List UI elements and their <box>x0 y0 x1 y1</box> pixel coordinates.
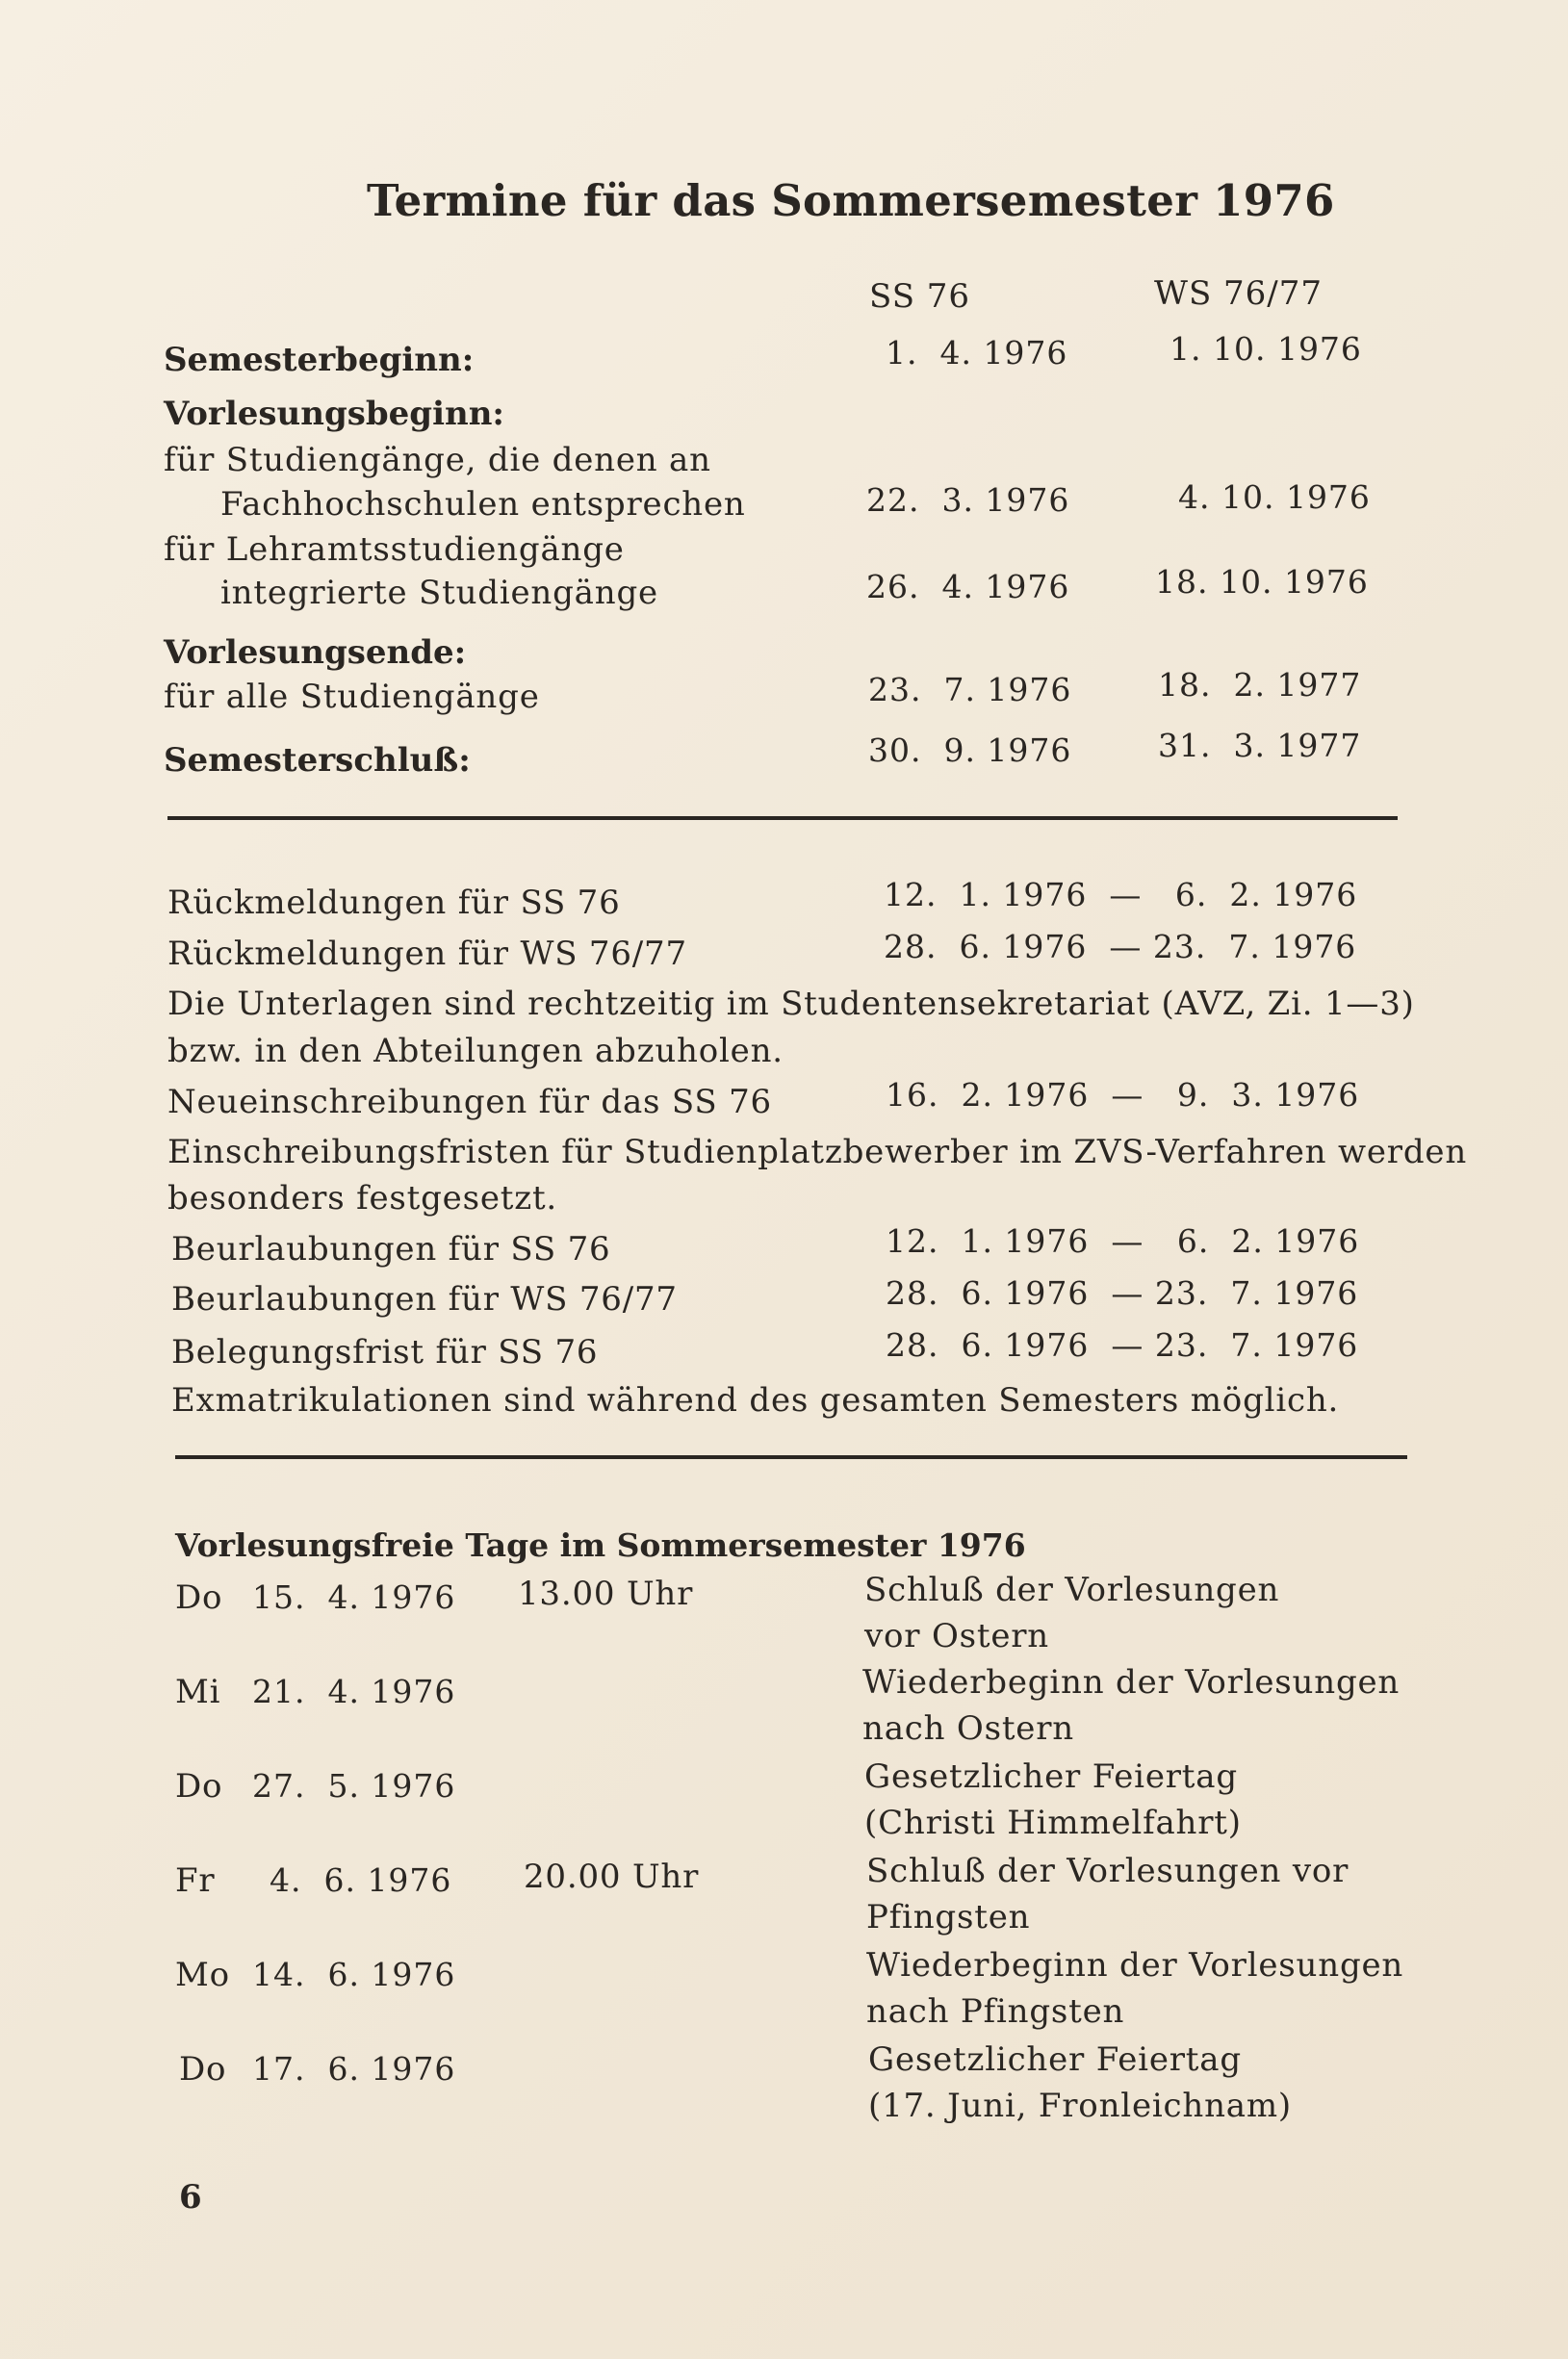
vorlesungsbeginn-row2-line1: für Lehramtsstudiengänge <box>164 530 625 569</box>
free-day-weekday: Do <box>179 2050 227 2089</box>
semesterbeginn-label: Semesterbeginn: <box>164 341 475 379</box>
rueckmeldung-ss-label: Rückmeldungen für SS 76 <box>167 884 621 922</box>
free-day-date: 27. 5. 1976 <box>252 1767 456 1805</box>
divider-2 <box>175 1455 1407 1459</box>
beurlaubung-ss-label: Beurlaubungen für SS 76 <box>171 1230 611 1269</box>
vorlesungsende-line: für alle Studiengänge <box>164 678 540 716</box>
free-day-date: 21. 4. 1976 <box>252 1673 456 1710</box>
zvs-line1: Einschreibungsfristen für Studienplatzbewerber im ZVS-Verfahren werden <box>167 1133 1468 1171</box>
free-day-desc-line1: Schluß der Vorlesungen <box>864 1571 1280 1609</box>
free-day-desc-line2: Pfingsten <box>866 1898 1031 1936</box>
free-day-date: 15. 4. 1976 <box>252 1578 456 1616</box>
vorlesungsbeginn-row2-line2: integrierte Studiengänge <box>220 574 658 612</box>
semesterschluss-ss: 30. 9. 1976 <box>868 731 1072 769</box>
free-day-weekday: Mo <box>175 1956 230 1994</box>
zvs-line2: besonders festgesetzt. <box>167 1179 558 1218</box>
semesterbeginn-ws: 1. 10. 1976 <box>1170 330 1362 368</box>
beurlaubung-ws-label: Beurlaubungen für WS 76/77 <box>171 1280 678 1319</box>
free-day-weekday: Fr <box>175 1861 216 1900</box>
free-day-time: 13.00 Uhr <box>518 1575 694 1613</box>
neueinschreibungen-label: Neueinschreibungen für das SS 76 <box>167 1083 772 1121</box>
page-number: 6 <box>179 2178 202 2217</box>
vorlesungsbeginn-row1-ss: 22. 3. 1976 <box>866 481 1070 519</box>
vorlesungsende-label: Vorlesungsende: <box>164 633 467 672</box>
neueinschreibungen-range: 16. 2. 1976 — 9. 3. 1976 <box>886 1076 1360 1114</box>
free-day-weekday: Mi <box>175 1673 221 1711</box>
belegungsfrist-label: Belegungsfrist für SS 76 <box>171 1333 599 1372</box>
divider-1 <box>167 816 1398 820</box>
unterlagen-line1: Die Unterlagen sind rechtzeitig im Studentensekretariat (AVZ, Zi. 1—3) <box>167 985 1415 1023</box>
free-day-desc-line2: nach Ostern <box>862 1709 1074 1748</box>
semesterschluss-ws: 31. 3. 1977 <box>1158 727 1362 764</box>
vorlesungsbeginn-row1-ws: 4. 10. 1976 <box>1178 478 1371 516</box>
vorlesungsbeginn-row1-line1: für Studiengänge, die denen an <box>164 441 711 479</box>
free-day-weekday: Do <box>175 1578 223 1617</box>
vorlesungsende-ss: 23. 7. 1976 <box>868 671 1072 708</box>
vorlesungsbeginn-label: Vorlesungsbeginn: <box>164 395 504 433</box>
free-day-desc-line1: Gesetzlicher Feiertag <box>868 2040 1242 2079</box>
beurlaubung-ss-range: 12. 1. 1976 — 6. 2. 1976 <box>886 1222 1360 1260</box>
vorlesungsbeginn-row2-ss: 26. 4. 1976 <box>866 568 1070 605</box>
rueckmeldung-ws-range: 28. 6. 1976 — 23. 7. 1976 <box>884 928 1357 965</box>
free-day-desc-line2: vor Ostern <box>864 1617 1049 1655</box>
semesterbeginn-ss: 1. 4. 1976 <box>886 334 1068 372</box>
belegungsfrist-range: 28. 6. 1976 — 23. 7. 1976 <box>886 1326 1359 1364</box>
free-day-desc-line1: Schluß der Vorlesungen vor <box>866 1852 1350 1890</box>
exmatrikulation-text: Exmatrikulationen sind während des gesamten Semesters möglich. <box>171 1381 1340 1420</box>
free-day-desc-line1: Wiederbeginn der Vorlesungen <box>862 1663 1401 1702</box>
free-day-weekday: Do <box>175 1767 223 1806</box>
page-title: Termine für das Sommersemester 1976 <box>367 175 1335 226</box>
free-day-desc-line1: Gesetzlicher Feiertag <box>864 1757 1238 1796</box>
vorlesungsbeginn-row1-line2: Fachhochschulen entsprechen <box>220 485 746 524</box>
free-days-heading: Vorlesungsfreie Tage im Sommersemester 1976 <box>175 1526 1026 1564</box>
free-day-desc-line2: (Christi Himmelfahrt) <box>864 1804 1242 1842</box>
free-day-date: 14. 6. 1976 <box>252 1956 456 1993</box>
vorlesungsbeginn-row2-ws: 18. 10. 1976 <box>1155 563 1369 601</box>
rueckmeldung-ss-range: 12. 1. 1976 — 6. 2. 1976 <box>884 876 1358 913</box>
column-header-ws: WS 76/77 <box>1154 274 1324 313</box>
rueckmeldung-ws-label: Rückmeldungen für WS 76/77 <box>167 935 687 973</box>
free-day-date: 17. 6. 1976 <box>252 2050 456 2088</box>
vorlesungsende-ws: 18. 2. 1977 <box>1158 666 1362 704</box>
free-day-date: 4. 6. 1976 <box>270 1861 452 1899</box>
beurlaubung-ws-range: 28. 6. 1976 — 23. 7. 1976 <box>886 1274 1359 1312</box>
semesterschluss-label: Semesterschluß: <box>164 741 471 780</box>
column-header-ss: SS 76 <box>869 277 971 316</box>
unterlagen-line2: bzw. in den Abteilungen abzuholen. <box>167 1032 784 1070</box>
free-day-desc-line1: Wiederbeginn der Vorlesungen <box>866 1946 1404 1985</box>
free-day-time: 20.00 Uhr <box>524 1858 700 1896</box>
free-day-desc-line2: (17. Juni, Fronleichnam) <box>868 2087 1292 2125</box>
free-day-desc-line2: nach Pfingsten <box>866 1992 1125 2031</box>
